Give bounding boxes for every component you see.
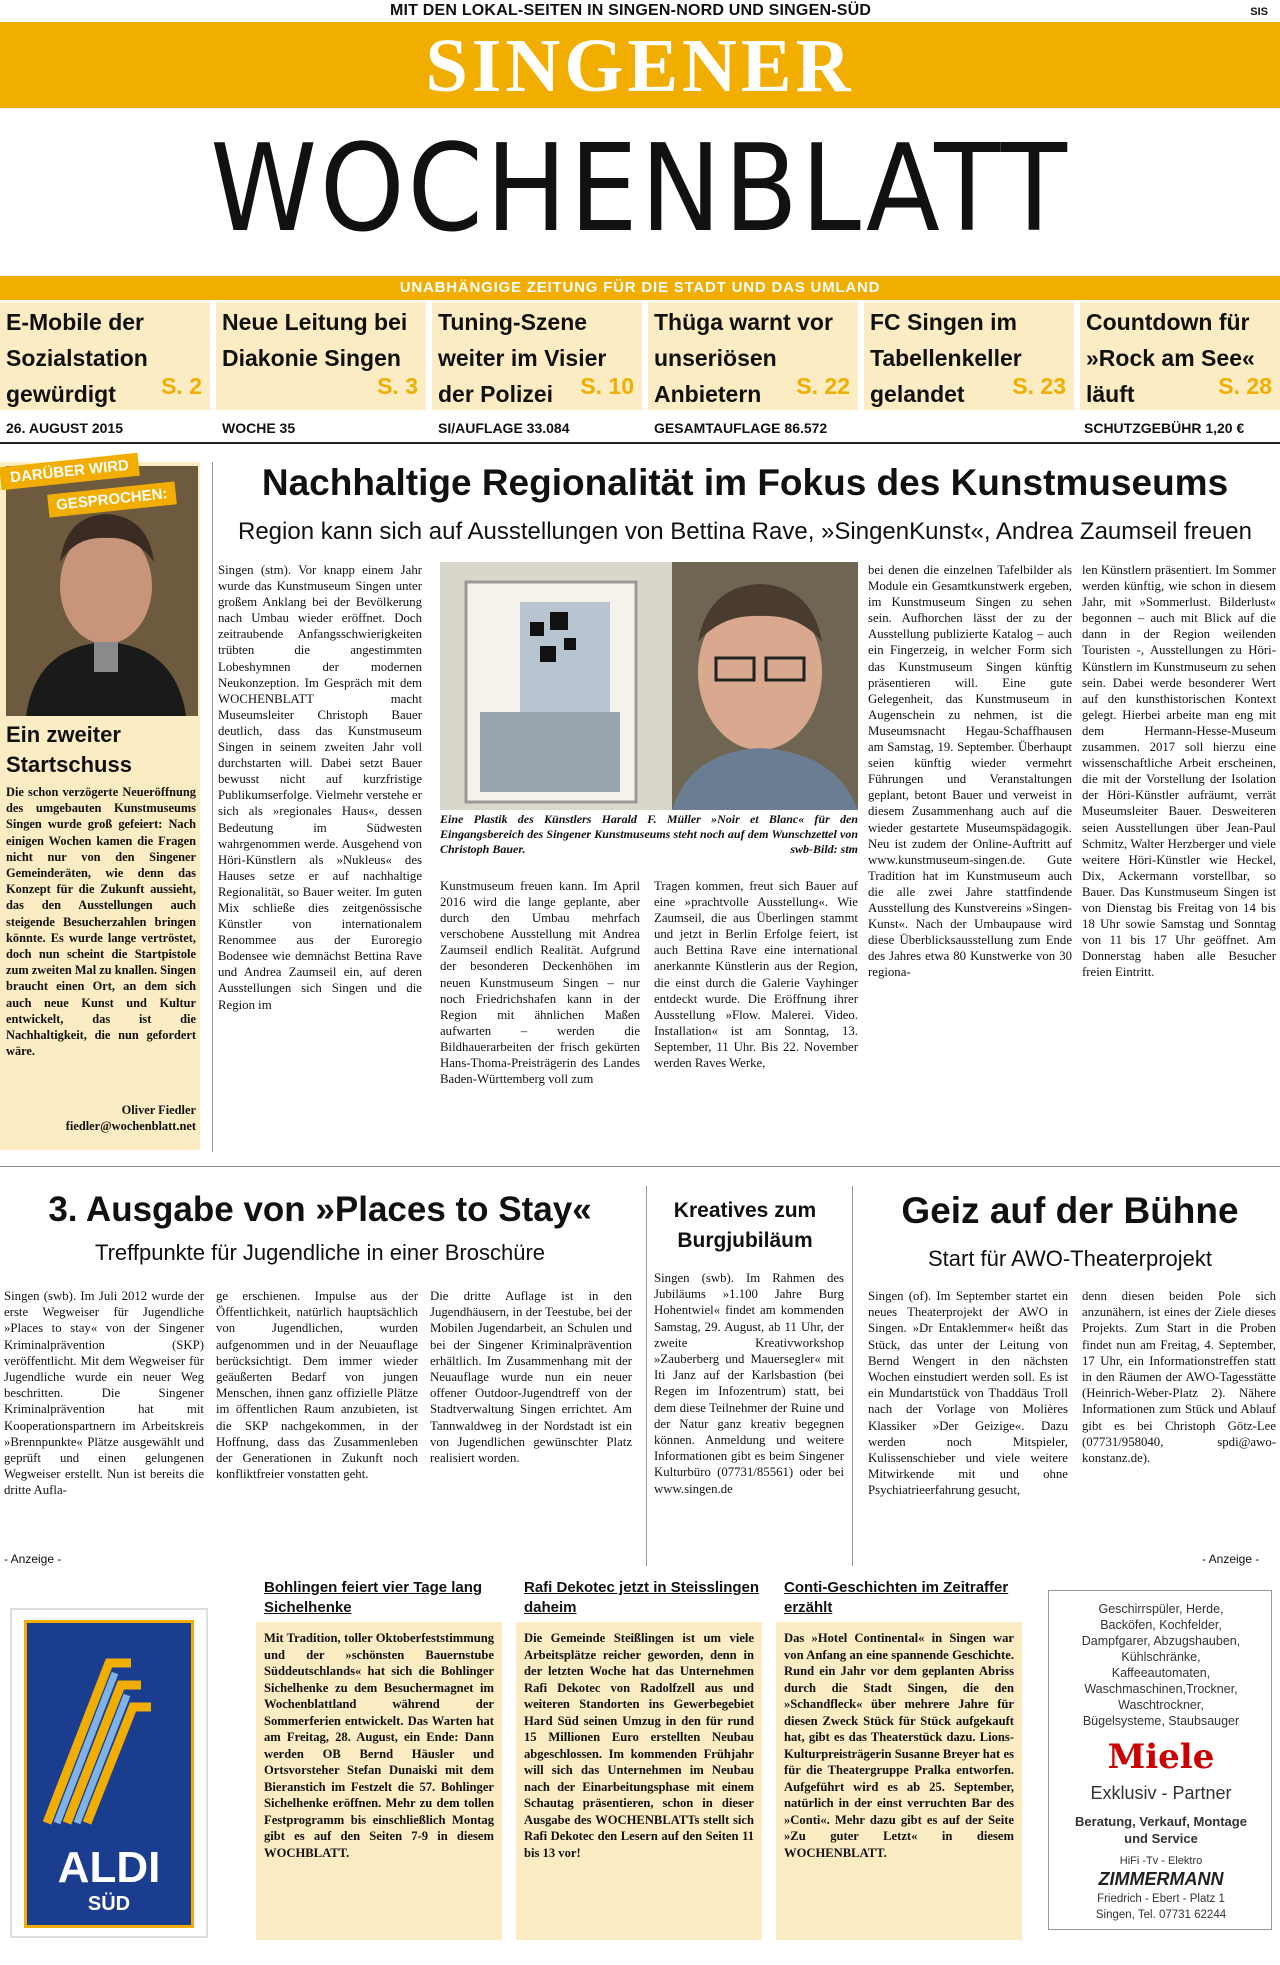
teaser-page: S. 2 (161, 373, 202, 399)
geiz-subheadline: Start für AWO-Theaterprojekt (927, 1246, 1213, 1271)
teaser-3[interactable] (432, 302, 642, 410)
aldi-text-bottom: SÜD (87, 1893, 131, 1915)
teaser-text: E-Mobile der Sozialstation gewürdigt (6, 309, 148, 407)
teaser-6[interactable] (1080, 302, 1280, 410)
promo-1-text: Mit Tradition, toller Oktoberfeststimmung und der »schönsten Bauernstube Süddeutschlands« hat sich die Bohlinger Sichelhenke zu dem Besuchermagnet im Wochenblattland während der Sommerferien entwickelt. Das Warten hat am Freitag, 28. August, ein Ende: Dann werden OB Bernd Häusler und Ortsvorsteher Stefan Dunaiski mit dem Bieranstich im Festzelt die 57. Bohlinger Sichelhenke eröffnen. Mehr zu dem tollen Festprogramm bis einschließlich Montag gibt es auf den Seiten 7-9 in diesem WOCHBLATT. (264, 1631, 494, 1860)
teaser-2[interactable] (216, 302, 426, 410)
main-col-1: Singen (stm). Vor knapp einem Jahr wurde das Kunstmuseum Singen unter großem Anklang bei der Bevölkerung nach Umbau wieder eröffnet. Doch zeitraubende Anfangsschwierigkeiten trübten die angestimmten Lobeshymnen der modernen Neukonzeption. Im Gespräch mit dem WOCHENBLATT macht Museumsleiter Christoph Bauer deutlich, dass das Kunstmuseum Singen in seinem zweiten Jahr voll durchstarten will. Dabei setzt Bauer bewusst nicht auf kurzfristige Publikumserfolge. Vielmehr verstehe er sich als »regionales Haus«, dessen Bedeutung im Südwesten wahrgenommen werde. Ausgehend von Höri-Künstlern als »Nukleus« des Hauses setze er auf nachhaltige Regionalität, so Bauer weiter. Im guten Mix schließe dies zeitgenössische Künstler von internationalem Renommee aus der Euroregio Bodensee wie demnächst Bettina Rave und Andrea Zaumseil ein, auf deren Ausstellungen sich Singen und die Region im (218, 563, 422, 1012)
zimmermann-tagline: HiFi -Tv - Elektro (1119, 1855, 1203, 1867)
issue-week: WOCHE 35 (222, 420, 296, 436)
kreatives-text: Singen (swb). Im Rahmen des Jubiläums »1.100 Jahre Burg Hohentwiel« findet am kommenden Samstag, 29. August, ab 11 Uhr, der zweite Kreativworkshop »Zauberberg und Mauersegler« mit Iti Janz auf der Karlsbastion (bei Regen im Infozentrum) statt, bei dem diese Teilnehmer der Ruine und der Natur ganz kreativ begegnen können. Anmeldung und weitere Informationen gibt es beim Singener Kulturbüro (07731/85561) oder bei www.singen.de (654, 1271, 844, 1496)
teaser-1[interactable] (0, 302, 210, 410)
miele-service: Beratung, Verkauf, Montage und Service (1075, 1814, 1247, 1846)
teaser-page: S. 22 (796, 373, 850, 399)
main-col-3: Tragen kommen, freut sich Bauer auf eine »prachtvolle Ausstellung«. Wie Zaumseil, die aus Überlingen stammt und jetzt in Berlin Erfolge feiert, ist auch Bettina Rave eine international anerkannte Künstlerin aus der Region, die einst durch die Galerie Vayhinger entdeckt wurde. Die Eröffnung ihrer Ausstellung »Flow. Malerei. Video. Installation« ist am Sonntag, 13. September, 11 Uhr. Bis 22. November werden Raves Werke, (654, 879, 858, 1071)
edition-code: SIS (1250, 6, 1268, 18)
teaser-page: S. 3 (377, 373, 418, 399)
sidebar-label-1: DARÜBER WIRD (0, 453, 140, 490)
miele-product-item: Dampfgarer, Abzugshauben, (1081, 1634, 1241, 1648)
places-subheadline: Treffpunkte für Jugendliche in einer Broschüre (94, 1240, 546, 1265)
ad-label-right: - Anzeige - (1202, 1552, 1260, 1566)
miele-product-item: Bügelsysteme, Staubsauger (1082, 1714, 1240, 1728)
places-col-1: Singen (swb). Im Juli 2012 wurde der erste Wegweiser für Jugendliche »Places to stay« von der Singener Kriminalprävention (SKP) veröffentlicht. Mit dem Wegweiser für Jugendliche wurde ein neuer Weg beschritten. Die Singener Kriminalprävention hat mit Kooperationspartnern im Arbeitskreis »Brennpunkte« Plätze ausgewählt und geprüft und einen gelungenen Wegweiser erstellt. Nun ist bereits die dritte Aufla- (4, 1289, 204, 1498)
aldi-text-top: ALDI (57, 1843, 161, 1892)
museum-photo (440, 562, 858, 810)
sidebar-text: Die schon verzögerte Neueröffnung des umgebauten Kunstmuseums Singen wurde groß gefeiert: Nach einigen Wochen kamen die Fragen nicht nur von den Singener Gemeinderäten, wie denn das Konzept für die Zukunft aussieht, das den Ausstellungen auch steigende Besucherzahlen bringen könnte. Es wurde lange vertröstet, doch nun scheint die Startpistole zum zweiten Mal zu knallen. Singen braucht einen Ort, an dem sich auch neue Kunst und Kultur entwickelt, das ist die Nachhaltigkeit, die nun gefordert wäre. (6, 785, 196, 1059)
kreatives-headline: Kreatives zum Burgjubiläum (673, 1199, 817, 1252)
geiz-headline: Geiz auf der Bühne (901, 1190, 1239, 1231)
miele-partner: Exklusiv - Partner (1090, 1783, 1232, 1803)
main-subheadline: Region kann sich auf Ausstellungen von Bettina Rave, »SingenKunst«, Andrea Zaumseil freuen (238, 518, 1252, 545)
promo-3-headline: Conti-Geschichten im Zeitraffer erzählt (784, 1579, 1009, 1616)
places-col-3: Die dritte Auflage ist in den Jugendhäusern, in der Teestube, bei der Mobilen Jugendarbeit, an Schulen und bei der Singener Kriminalprävention erhältlich. Im Zusammenhang mit der Neuauflage wurde nun ein neuer offener Outdoor-Jugendtreff von der Stadtverwaltung Singen errichtet. Am Tannwaldweg in der Nordstadt ist ein von Jugendlichen gewünschter Platz realisiert worden. (430, 1289, 632, 1466)
photo-credit: swb-Bild: stm (790, 842, 858, 856)
promo-2-headline: Rafi Dekotec jetzt in Steisslingen daheim (524, 1579, 760, 1616)
main-col-2: Kunstmuseum freuen kann. Im April 2016 wird die lange geplante, aber durch den Umbau mehrfach verschobene Ausstellung mit Andrea Zaumseil endlich Realität. Aufgrund der besonderen Deckenhöhen im neuen Kunstmuseum Singen – nur noch Friedrichshafen kann in der Region mit ähnlichen Maßen aufwarten – werden die Bildhauerarbeiten der frisch gekürten Hans-Thoma-Preisträgerin des Landes Baden-Württemberg voll zum (440, 879, 640, 1087)
photo-caption (440, 812, 858, 857)
divider (852, 1186, 853, 1566)
sidebar-author: Oliver Fiedler (121, 1103, 196, 1117)
sidebar-signature (6, 1102, 196, 1134)
sidebar-label (0, 456, 178, 516)
zimmermann-address-2: Singen, Tel. 07731 62244 (1095, 1909, 1227, 1921)
zimmermann-address-1: Friedrich - Ebert - Platz 1 (1097, 1893, 1225, 1905)
ad-label-left: - Anzeige - (4, 1552, 62, 1566)
divider (0, 442, 1280, 444)
top-line-text: MIT DEN LOKAL-SEITEN IN SINGEN-NORD UND SINGEN-SÜD (390, 2, 872, 19)
teaser-text: FC Singen im Tabellenkeller gelandet (870, 309, 1022, 407)
circulation: SI/AUFLAGE 33.084 (438, 420, 570, 436)
masthead-slogan: UNABHÄNGIGE ZEITUNG FÜR DIE STADT UND DAS UMLAND (0, 276, 1280, 300)
teaser-page: S. 23 (1012, 373, 1066, 399)
miele-product-item: Waschmaschinen,Trockner, (1084, 1682, 1238, 1696)
miele-product-item: Geschirrspüler, Herde, (1098, 1602, 1224, 1616)
promo-1-headline: Bohlingen feiert vier Tage lang Sichelhenke (264, 1579, 483, 1616)
promo-2-text: Die Gemeinde Steißlingen ist um viele Arbeitsplätze reicher geworden, denn in der letzten Woche hat das Unternehmen Rafi Dekotec von Radolfzell aus und weiteren Standorten ins Gewerbegebiet Hard Süd seinen Umzug in den für rund 15 Millionen Euro erstellten Neubau abgeschlossen. Im kommenden Frühjahr will sich das Unternehmen im Neubau nach der Einarbeitungsphase mit einem Schautag präsentieren, schon in dieser Ausgabe des WOCHENBLATTs stellt sich Rafi Dekotec den Lesern auf den Seiten 11 bis 13 vor! (524, 1631, 754, 1860)
masthead-name-top: SINGENER (425, 24, 855, 108)
sidebar-label-2: GESPROCHEN: (47, 481, 176, 517)
geiz-col-1: Singen (of). Im September startet ein neues Theaterprojekt der AWO in Singen. »Dr Entaklemmer« heißt das Stück, das unter der Leitung von Bernd Wengert in den nächsten Wochen einstudiert werden soll. Es ist ein Mundartstück von Thaddäus Troll nach der Vorlage von Molières Klassiker »Der Geizige«. Dazu werden noch Mitspieler, Kulissenschieber und viele weitere Mitwirkende mit und ohne Psychiatrieerfahrung gesucht, (868, 1289, 1068, 1498)
teaser-text: Thüga warnt vor unseriösen Anbietern (654, 309, 833, 407)
teaser-4[interactable] (648, 302, 858, 410)
top-line (0, 0, 1280, 24)
teaser-page: S. 28 (1218, 373, 1272, 399)
divider (646, 1186, 647, 1566)
masthead-name-main: WOCHENBLATT (210, 120, 1070, 259)
miele-product-item: Waschtrockner, (1118, 1698, 1204, 1712)
teaser-page: S. 10 (580, 373, 634, 399)
caption-text: Eine Plastik des Künstlers Harald F. Müller »Noir et Blanc« für den Eingangsbereich des Singener Kunstmuseums steht noch auf dem Wunschzettel von Christoph Bauer. (440, 812, 858, 856)
sidebar-title: Ein zweiter Startschuss (6, 722, 132, 777)
aldi-logo (24, 1620, 194, 1928)
teaser-text: Neue Leitung bei Diakonie Singen (222, 309, 408, 371)
main-col-5: len Künstlern präsentiert. Im Sommer werden künftig, wie schon in diesem Jahr, mit »Sommerlust. Bilderlust« begonnen – auch mit Blick auf die dann in der Region weilenden Touristen -, Ausstellungen zu Höri-Künstlern im Kunstmuseum zu sehen sein. Dabei werde besonderer Wert auf den kunsthistorischen Kontext gelegt. Hierbei arbeite man eng mit dem Hermann-Hesse-Museum zusammen. 2017 soll hierzu eine wissenschaftliche Arbeit erscheinen, die mit der Vorstellung der Isolation der Höri-Künstler aufräumt, verrät Museumsleiter Bauer. Desweiteren seien Ausstellungen über Jean-Paul Schmitz, Walter Herzberger und viele weitere Höri-Künstler wie Heckel, Dix, Ackermann vorstellbar, so Bauer. Das Kunstmuseum Singen ist von Dienstag bis Freitag von 14 bis 18 Uhr sowie Samstag und Sonntag von 11 bis 17 Uhr geöffnet. Am Donnerstag haben alle Besucher freien Eintritt. (1082, 563, 1276, 980)
miele-product-item: Backöfen, Kochfelder, (1100, 1618, 1222, 1632)
main-headline: Nachhaltige Regionalität im Fokus des Kunstmuseums (261, 462, 1229, 503)
divider (0, 1166, 1280, 1167)
fee: SCHUTZGEBÜHR 1,20 € (1084, 420, 1245, 436)
places-col-2: ge erschienen. Impulse aus der Öffentlichkeit, natürlich hauptsächlich von Jugendlichen, wurden aufgenommen und in der Neuauflage berücksichtigt. Dem immer wieder geäußerten Bedarf von jungen Menschen, ihnen ganz offizielle Plätze im öffentlichen Raum anzubieten, ist die SKP nachgekommen, in der Hoffnung, dass das Zusammenleben der Generationen in Zukunft noch konfliktfreier vonstatten geht. (216, 1289, 418, 1482)
info-row (0, 420, 1280, 440)
teaser-text: Tuning-Szene weiter im Visier der Polizei (438, 309, 607, 407)
divider (212, 462, 213, 1152)
zimmermann-name: ZIMMERMANN (1098, 1869, 1224, 1889)
sidebar-email[interactable]: fiedler@wochenblatt.net (65, 1119, 196, 1133)
issue-date: 26. AUGUST 2015 (6, 420, 123, 436)
teaser-text: Countdown für »Rock am See« läuft (1086, 309, 1255, 407)
teaser-5[interactable] (864, 302, 1074, 410)
promo-3-text: Das »Hotel Continental« in Singen war von Anfang an eine spannende Geschichte. Rund ein Jahr vor dem geplanten Abriss durch die Stadt Singen, die den »Schandfleck« über mehrere Jahre für diesen Zweck Stück für Stück aufgekauft hat, gibt es das Theaterstück dazu. Lions-Kulturpreisträgerin Susanne Breyer hat es für die Theatergruppe Pralka entworfen. Aufgeführt wird es ab 25. September, natürlich in der einst verruchten Bar des »Conti«. Mehr dazu gibt es auf der Seite »Zu guter Letzt« in diesem WOCHENBLATT. (784, 1631, 1014, 1860)
miele-product-item: Kaffeeautomaten, (1111, 1666, 1211, 1680)
miele-product-list (1053, 1601, 1269, 1729)
museum-photo-icon (440, 562, 858, 810)
total-circulation: GESAMTAUFLAGE 86.572 (654, 420, 828, 436)
places-headline: 3. Ausgabe von »Places to Stay« (48, 1190, 592, 1229)
aldi-stripes-icon (27, 1623, 191, 1843)
miele-ad[interactable] (1048, 1590, 1272, 1930)
main-col-4: bei denen die einzelnen Tafelbilder als Module ein Gesamtkunstwerk ergeben, im Kunstmuseum Singen zu sehen sein. Aufhorchen lässt der zu der Ausstellung publizierte Katalog – auch ein Fingerzeig, in welcher Form sich das Kunstmuseum Singen künftig präsentieren will. Eine gute Gelegenheit, das Kunstmuseum in Augenschein zu nehmen, ist die Museumsnacht Hegau-Schaffhausen am Samstag, 19. September. Überhaupt seien künftig wieder vermehrt Führungen und Veranstaltungen geplant, betont Bauer und verweist in diesem Zusammenhang auch auf die wieder gestartete Museumspädagogik. Neu ist zudem der Online-Auftritt auf www.kunstmuseum-singen.de. Gute Tradition hat im Kunstmuseum auch die alle zwei Jahre stattfindende Ausstellung des Kunstvereins »Singen-Kunst«. Nach der Umbaupause wird diese Überblicksausstellung zum Ende des Jahres etwa 80 Kunstwerke von 30 regiona- (868, 563, 1072, 980)
miele-brand: Miele (1107, 1737, 1215, 1777)
geiz-col-2: denn diesen beiden Pole sich anzunähern, ist eines der Ziele dieses Projekts. Zum Start in die Proben findet nun am Freitag, 4. September, 17 Uhr, ein Informationstreffen statt in den Räumen der AWO-Tagesstätte (Heinrich-Weber-Platz 2). Nähere Informationen zum Stück und Ablauf gibt es bei Christoph Götz-Lee (07731/958040, spdi@awo-konstanz.de). (1082, 1289, 1276, 1466)
miele-product-item: Kühlschränke, (1121, 1650, 1201, 1664)
